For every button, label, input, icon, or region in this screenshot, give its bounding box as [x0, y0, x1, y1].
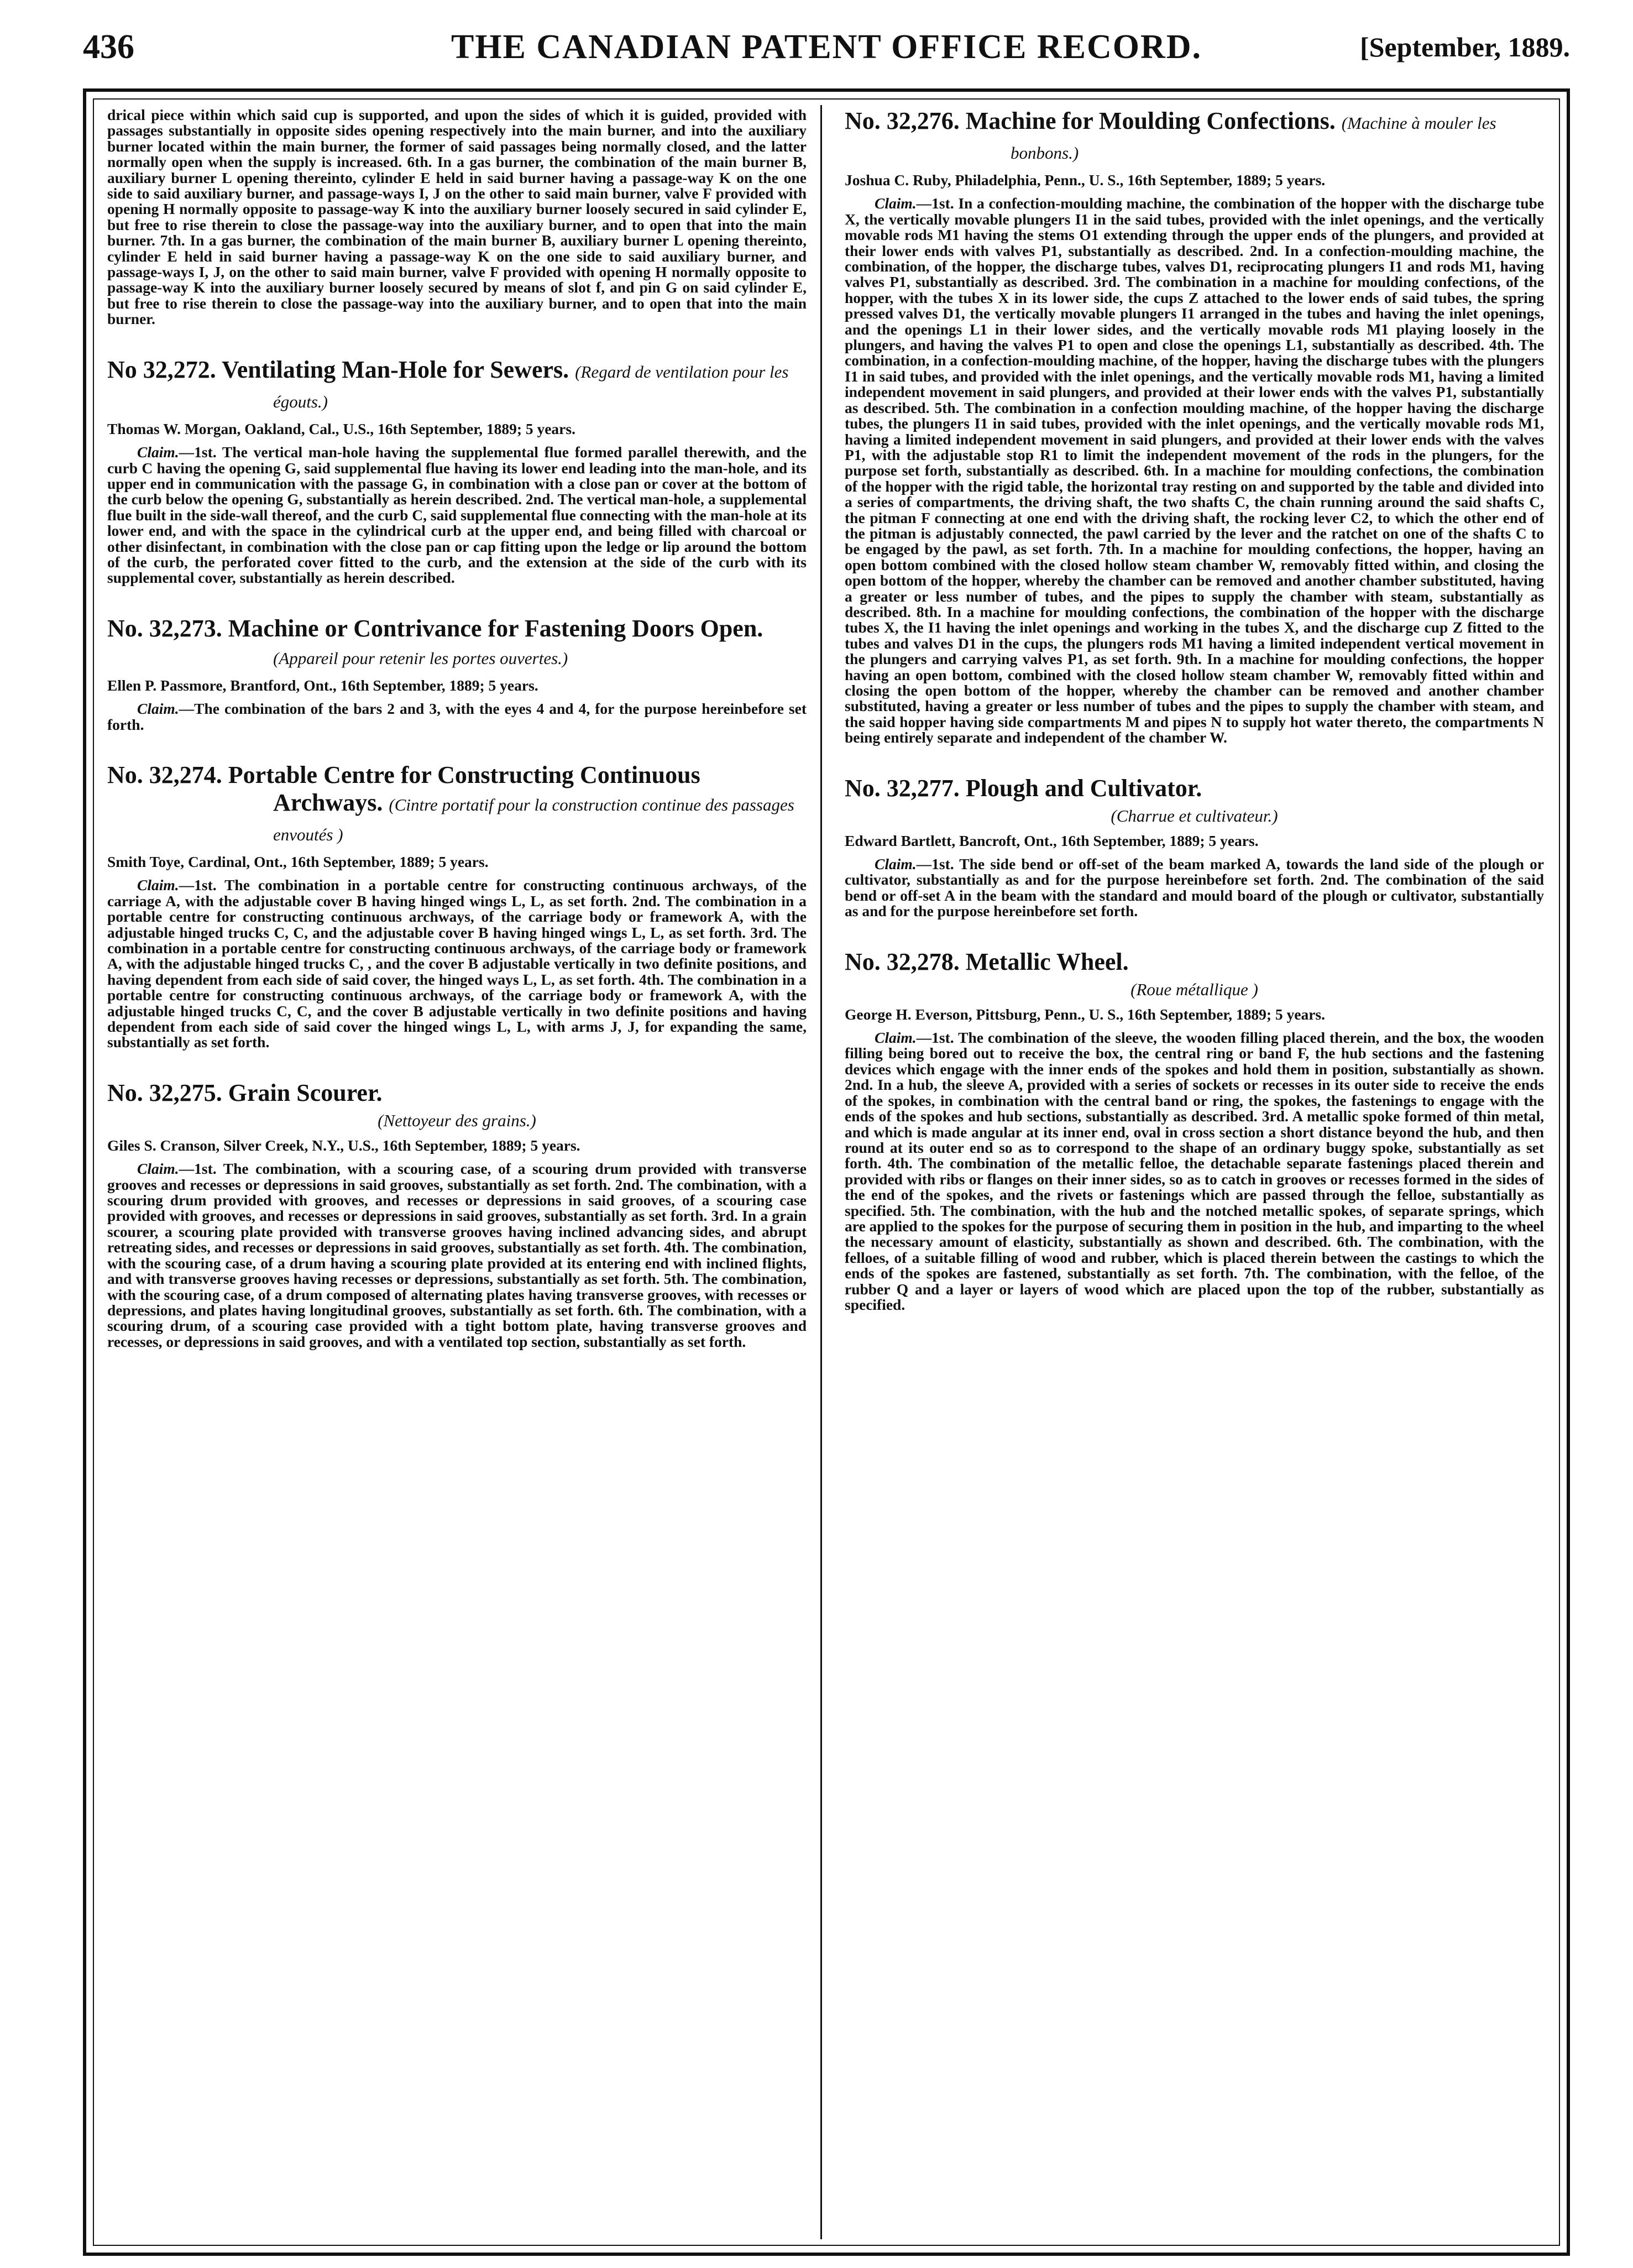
- patent-inventor: Joshua C. Ruby, Philadelphia, Penn., U. S., 16th September, 1889; 5 years.: [845, 171, 1326, 189]
- patent-title: Machine or Contrivance for Fastening Doors Open.: [228, 614, 763, 642]
- patent-number: No 32,272.: [107, 356, 216, 383]
- patent-number: No. 32,275.: [107, 1079, 222, 1106]
- patent-claim: [845, 196, 1544, 745]
- patent-inventor: Ellen P. Passmore, Brantford, Ont., 16th September, 1889; 5 years.: [107, 676, 538, 694]
- patent-entry-32277: [845, 775, 1544, 919]
- claim-label: Claim.: [137, 443, 179, 461]
- claim-text: —1st. The combination in a portable centre for constructing continuous archways, of the carriage A, with the adjustable cover B having hinged wings L, L, as set forth. 2nd. The combination in a portable centre for constructing continuous archways, of the carriage body or framework A, with the adjustable hinged trucks C, C, and the adjustable cover B having hinged wings L, L, as set forth. 3rd. The combination in a portable centre for constructing continuous archways, of the carriage body or framework A, with the adjustable hinged trucks C, , and the cover B adjustable vertically in two definite positions, and having dependent from each side of said cover, the hinged ways L, L, as set forth. 4th. The combination in a portable centre for constructing continuous archways, of the carriage body or framework A, with the adjustable hinged trucks C, C, and the cover B adjustable vertically in two definite positions and having dependent from each side of said cover the hinged wings L, L, with arms J, J, for expanding the same, substantially as set forth.: [107, 876, 807, 1051]
- patent-claim: [107, 1161, 807, 1350]
- claim-text: —1st. The combination of the sleeve, the wooden filling placed therein, and the box, the wooden filling being bored out to receive the box, the central ring or band F, the hub sections and the fastening devices which engage with the inner ends of the spokes and hold them in position, substantially as shown. 2nd. In a hub, the sleeve A, provided with a series of sockets or recesses in its outer side to receive the ends of the spokes, in combination with the central band or ring, the spokes, the fastenings to engage with the ends of the spokes and hub sections, substantially as described. 3rd. A metallic spoke formed of thin metal, and which is made angular at its inner end, oval in cross section a short distance beyond the hub, and then round at its outer end so as to correspond to the shape of an ordinary buggy spoke, substantially as set forth. 4th. The combination of the metallic felloe, the detachable separate fastenings placed therein and provided with ribs or flanges on their inner sides, so as to catch in grooves or recesses formed in the sides of the end of the spokes, and the rivets or fastenings which are passed through the felloe, substantially as specified. 5th. The combination, with the hub and the notched metallic spokes, of separate springs, which are applied to the spokes for the purpose of securing them in position in the hub, and imparting to the wheel the necessary amount of elasticity, substantially as shown and described. 6th. The combination, with the felloes, of a suitable filling of wood and rubber, which is placed therein between the castings to which the ends of the spokes are fastened, substantially as set forth. 7th. The combination, with the felloe, of the rubber Q and a layer or layers of wood which are placed upon the top of the rubber, substantially as specified.: [845, 1029, 1544, 1313]
- patent-entry-32276: [845, 107, 1544, 746]
- patent-number: No. 32,274.: [107, 761, 222, 788]
- patent-claim: [845, 1030, 1544, 1313]
- patent-number: No. 32,273.: [107, 614, 222, 642]
- claim-label: Claim.: [137, 876, 179, 894]
- patent-inventor: George H. Everson, Pittsburg, Penn., U. S., 16th September, 1889; 5 years.: [845, 1005, 1325, 1023]
- patent-title: Grain Scourer.: [228, 1079, 383, 1106]
- patent-claim: [845, 856, 1544, 919]
- patent-number: No. 32,277.: [845, 774, 960, 802]
- patent-claim: [107, 877, 807, 1050]
- patent-entry-32274: [107, 761, 807, 1051]
- patent-heading: [845, 948, 1544, 976]
- patent-claim: [107, 701, 807, 733]
- continued-claim-text: drical piece within which said cup is supported, and upon the sides of which it is guided, provided with passages substantially in opposite sides opening respectively into the main burner, and into the auxiliary burner located within the main burner, the former of said passages being normally closed, and the latter normally open when the supply is increased. 6th. In a gas burner, the combination of the main burner B, auxiliary burner L opening thereinto, cylinder E held in said burner having a passage-way K on the one side to said auxiliary burner, and passage-ways I, J on the other to said main burner, valve F provided with opening H normally opposite to passage-way K into the auxiliary burner loosely secured in said cylinder E, but free to rise therein to close the passage-way into the auxiliary burner, and to open that into the main burner. 7th. In a gas burner, the combination of the main burner B, auxiliary burner L opening thereinto, cylinder E held in said burner having a passage-way K on the one side to said auxiliary burner, and passage-ways I, J, on the other to said main burner, valve F provided with opening H normally opposite to passage-way K into the auxiliary burner loosely secured by means of slot f, and pin G on said cylinder E, but free to rise therein to close the passage-way into the auxiliary burner, and to open that into the main burner.: [107, 107, 807, 328]
- patent-inventor: Smith Toye, Cardinal, Ont., 16th September, 1889; 5 years.: [107, 853, 489, 870]
- patent-claim: [107, 445, 807, 586]
- patent-title: Machine for Moulding Confections.: [965, 107, 1336, 134]
- patent-french-title: (Charrue et cultivateur.): [1111, 806, 1278, 825]
- claim-text: —1st. The combination, with a scouring case, of a scouring drum provided with transverse grooves and recesses or depressions in said grooves, substantially as set forth. 2nd. The combination, with a scouring drum provided with grooves, and recesses or depressions in said grooves, of a scouring case provided with grooves, and recesses or depressions in said grooves, substantially as set forth. 3rd. In a grain scourer, a scouring plate provided with transverse grooves having inclined advancing sides, and abrupt retreating sides, and recesses or depressions in said grooves, substantially as set forth. 4th. The combination, with the scouring case, of a drum having a scouring plate provided at its entering end with inclined flights, and with transverse grooves having recesses or depressions, substantially as set forth. 5th. The combination, with the scouring case, of a drum composed of alternating plates having transverse grooves, with recesses or depressions, and plates having longitudinal grooves, substantially as set forth. 6th. The combination, with a scouring drum, of a scouring case provided with a tight bottom plate, having transverse grooves and recesses, or depressions in said grooves, and with a ventilated top section, substantially as set forth.: [107, 1160, 807, 1350]
- page-header: [83, 22, 1570, 72]
- journal-title: THE CANADIAN PATENT OFFICE RECORD.: [451, 28, 1202, 66]
- patent-french-title: (Cintre portatif pour la construction continue des passages envoutés ): [273, 795, 794, 844]
- patent-heading: [107, 761, 807, 849]
- patent-french-title: (Roue métallique ): [1130, 979, 1258, 999]
- claim-label: Claim.: [137, 700, 179, 718]
- patent-french-title: (Regard de ventilation pour les égouts.): [273, 362, 789, 411]
- patent-french-title: (Machine à mouler les bonbons.): [1011, 113, 1496, 163]
- patent-inventor: Thomas W. Morgan, Oakland, Cal., U.S., 16th September, 1889; 5 years.: [107, 420, 575, 437]
- claim-text: —1st. The side bend or off-set of the beam marked A, towards the land side of the plough or cultivator, substantially as and for the purpose hereinbefore set forth. 2nd. The combination of the said bend or off-set A in the beam with the standard and mould board of the plough or cultivator, substantially as and for the purpose hereinbefore set forth.: [845, 855, 1544, 920]
- patent-inventor: Giles S. Cranson, Silver Creek, N.Y., U.S., 16th September, 1889; 5 years.: [107, 1136, 580, 1154]
- patent-entry-32278: [845, 948, 1544, 1313]
- patent-entry-32275: [107, 1079, 807, 1350]
- right-column: [845, 107, 1544, 2230]
- claim-label: Claim.: [137, 1160, 179, 1178]
- patent-french-title: (Nettoyeur des grains.): [378, 1110, 536, 1130]
- claim-text: —1st. In a confection-moulding machine, the combination of the hopper with the discharge tube X, the vertically movable plungers I1 in the said tubes, provided with the inlet openings, and the vertically movable rods M1 having the stems O1 extending through the upper ends of the plungers, and provided at their lower ends with valves P1, substantially as described. 2nd. In a confection-moulding machine, the combination, of the hopper, the discharge tubes, valves D1, reciprocating plungers I1 and rods M1, having valves P1, substantially as described. 3rd. The combination in a machine for moulding confections, of the hopper, with the tubes X in its lower side, the cups Z attached to the lower ends of said tubes, the spring pressed valves D1, the vertically movable plungers I1 arranged in the tubes and having the inlet openings, and the openings L1 in their lower sides, and the vertically movable rods M1 playing loosely in the plungers, and having the valves P1 to open and close the openings L1, substantially as described. 4th. The combination, in a confection-moulding machine, of the hopper, having the discharge tubes with the plungers I1 in said tubes, and provided with the inlet openings, and the vertically movable rods M1, having a limited independent movement in said plungers, and provided at their lower ends with the valves P1, substantially as described. 5th. The combination in a confection moulding machine, of the hopper having the discharge tubes, the plungers I1 in said tubes, provided with the inlet openings, and the vertically movable rods M1, having a limited independent movement in said plungers, and provided at their lower ends with the valves P1, with the adjustable stop R1 to limit the independent movement of the rods in the plungers, for the purpose set forth, substantially as described. 6th. In a machine for moulding confections, the combination of the hopper with the rigid table, the horizontal tray resting on and supported by the table and divided into a series of compartments, the driving shaft, the two shafts C, the chain running around the said shafts C, the pitman F connecting at one end with the driving shaft, the rocking lever C2, to which the other end of the pitman is adjustably connected, the pawl carried by the lever and the ratchet on one of the shafts C to be engaged by the pawl, as set forth. 7th. In a machine for moulding confections, the hopper, having an open bottom combined with the closed hollow steam chamber W, removably fitted within, and closing the open bottom of the hopper, whereby the chamber can be removed and another chamber substituted, having a greater or less number of tubes, and the pipes to supply the chamber with steam, substantially as described. 8th. In a machine for moulding confections, the combination of the hopper with the discharge tubes X, the I1 having the inlet openings and working in the tubes X, and the discharge cup Z fitted to the tubes and valves D1 in the cups, the plungers rods M1 having a limited independent vertical movement in the plungers and carrying valves P1, as set forth. 9th. In a machine for moulding confections, the hopper having an open bottom, combined with the closed hollow steam chamber W, removably fitted within and closing the open bottom of the hopper, whereby the chamber can be removed and another chamber substituted, having a greater or less number of tubes and the pipes to supply the chamber with steam, and the said hopper having side compartments M and pipes N to supply hot water thereto, the compartments N being entirely separate and independent of the chamber W.: [845, 195, 1544, 746]
- patent-title: Ventilating Man-Hole for Sewers.: [222, 356, 569, 383]
- issue-date: [September, 1889.: [1359, 32, 1570, 62]
- patent-number: No. 32,278.: [845, 948, 960, 975]
- patent-heading: [107, 615, 807, 672]
- page-number: 436: [83, 28, 134, 66]
- patent-heading: [845, 107, 1544, 167]
- patent-number: No. 32,276.: [845, 107, 960, 134]
- claim-text: —The combination of the bars 2 and 3, with the eyes 4 and 4, for the purpose hereinbefore set forth.: [107, 700, 807, 733]
- claim-text: —1st. The vertical man-hole having the supplemental flue formed parallel therewith, and the curb C having the opening G, said supplemental flue having its lower end leading into the man-hole, and its upper end in communication with the passage G, in combination with a close pan or cover at the bottom of the curb below the opening G, substantially as herein described. 2nd. The vertical man-hole, a supplemental flue built in the side-wall thereof, and the curb C, said supplemental flue connecting with the man-hole at its lower end, and with the space in the cylindrical curb at the upper end, and being filled with charcoal or other disinfectant, in combination with the close pan or cap fitting upon the ledge or lip around the bottom of the curb, the perforated cover fitted to the curb, and the extension at the side of the curb with its supplemental cover, substantially as herein described.: [107, 443, 807, 587]
- left-column: [107, 107, 807, 2230]
- patent-inventor: Edward Bartlett, Bancroft, Ont., 16th September, 1889; 5 years.: [845, 832, 1259, 849]
- patent-entry-32272: [107, 356, 807, 586]
- patent-title: Portable Centre for Constructing Continuous Archways.: [228, 761, 700, 816]
- page-frame: [83, 88, 1570, 2256]
- claim-label: Claim.: [875, 855, 917, 873]
- column-divider: [820, 105, 822, 2239]
- patent-french-title: (Appareil pour retenir les portes ouvertes.): [273, 648, 568, 668]
- claim-label: Claim.: [875, 195, 917, 212]
- patent-heading: [107, 356, 807, 416]
- patent-heading: [845, 775, 1544, 802]
- patent-title: Metallic Wheel.: [965, 948, 1129, 975]
- patent-title: Plough and Cultivator.: [965, 774, 1202, 802]
- claim-label: Claim.: [875, 1029, 917, 1047]
- patent-heading: [107, 1079, 807, 1107]
- patent-entry-32273: [107, 615, 807, 733]
